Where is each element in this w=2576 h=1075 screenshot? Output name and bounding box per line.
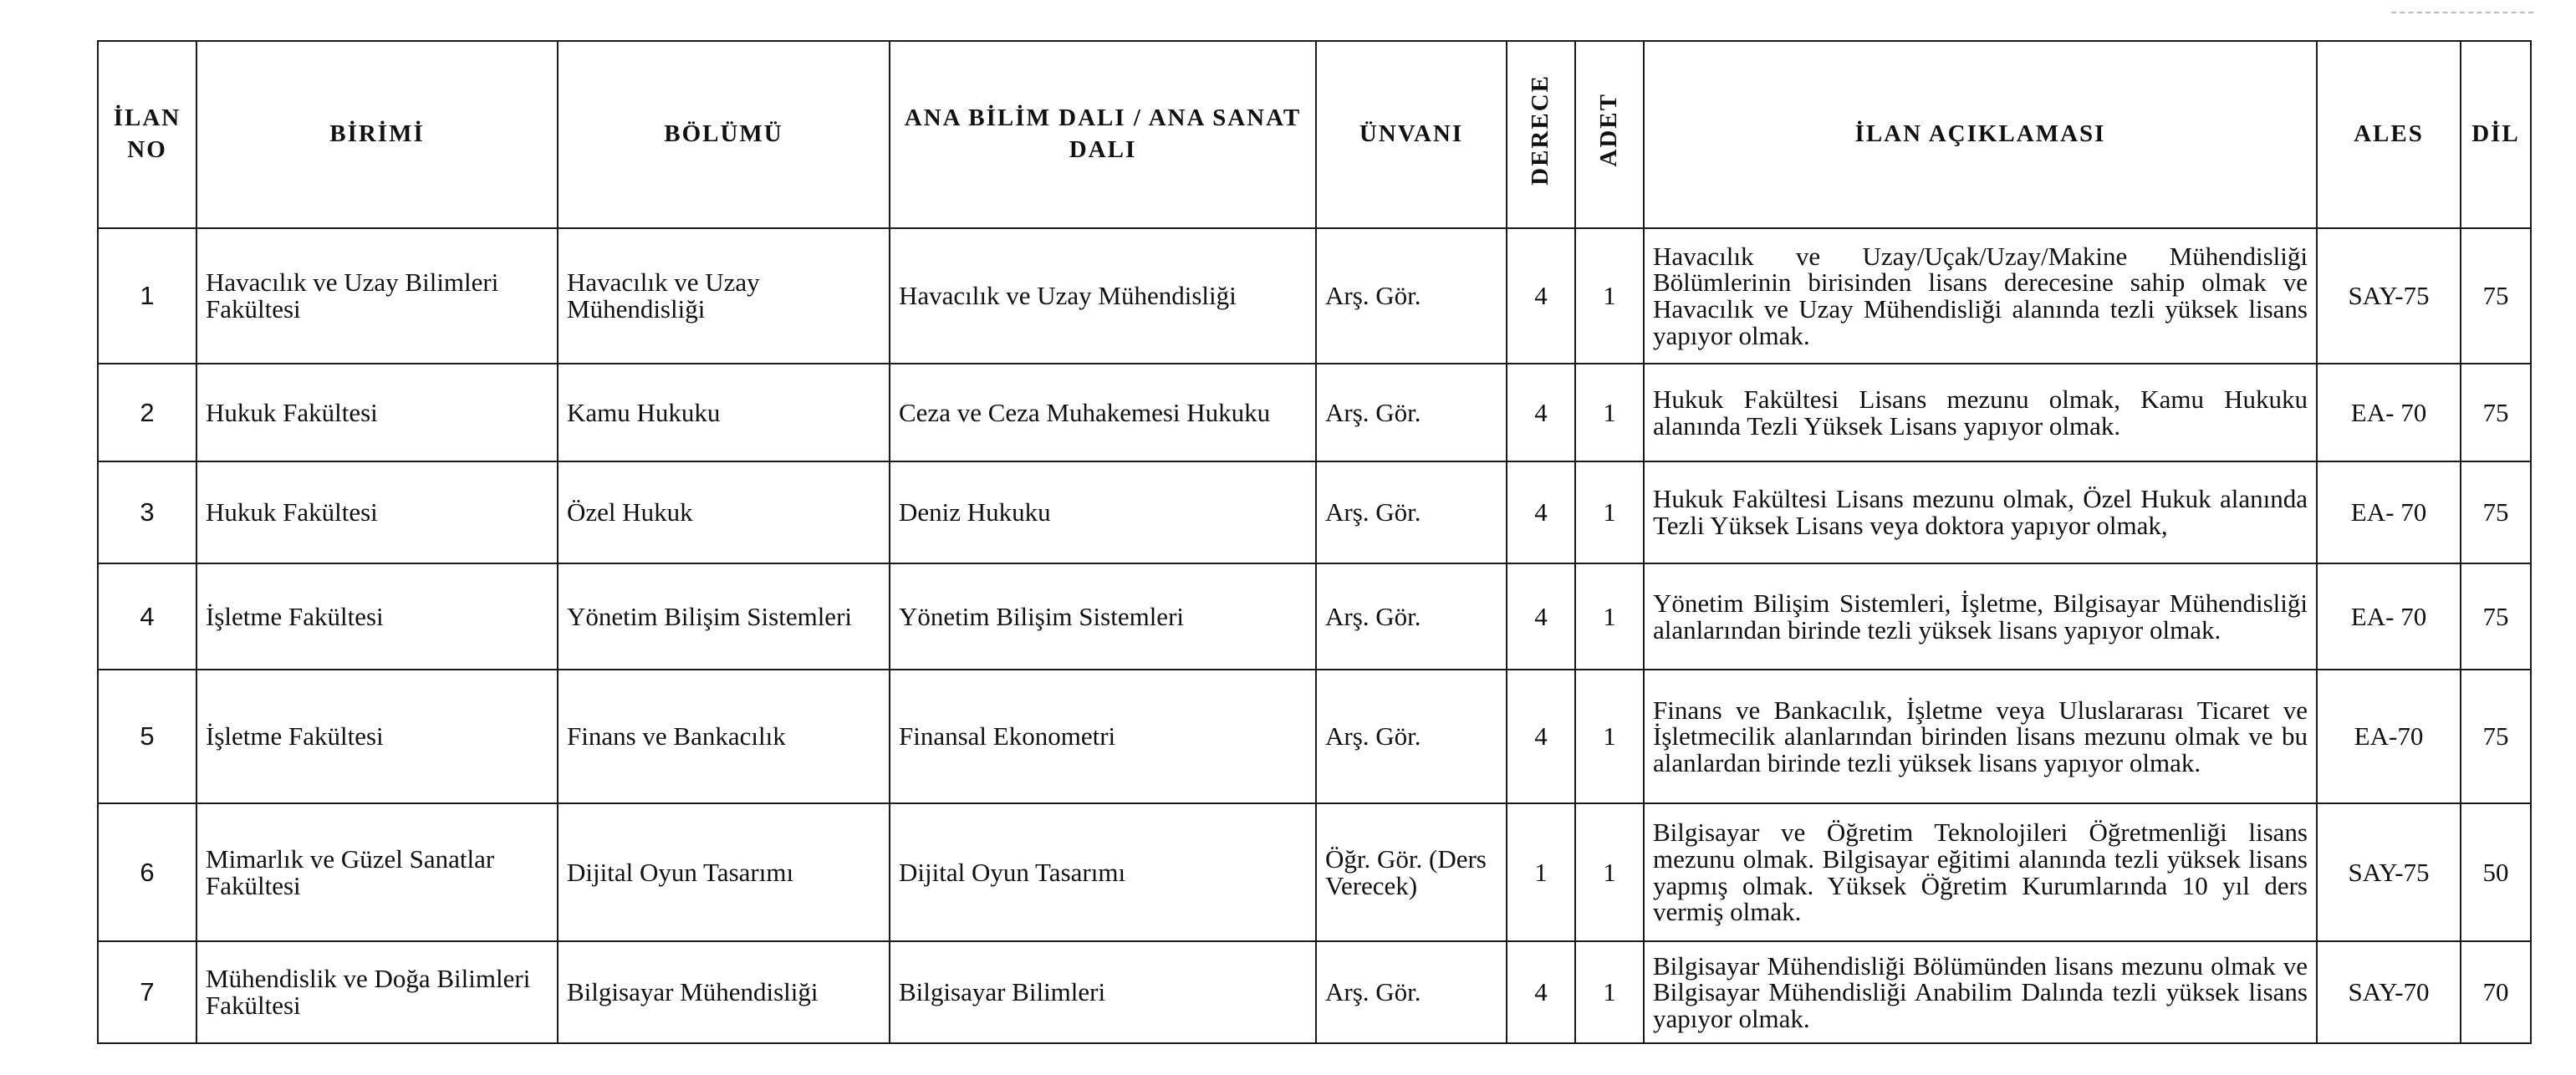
cell-dil: 70: [2461, 941, 2531, 1043]
cell-dil: 75: [2461, 563, 2531, 670]
cell-no: 7: [98, 941, 196, 1043]
table-row: [98, 228, 2531, 364]
table-row: [98, 461, 2531, 563]
cell-no: 6: [98, 803, 196, 941]
cell-derece: 4: [1507, 670, 1575, 803]
cell-ales: SAY-75: [2317, 228, 2461, 364]
cell-no: 3: [98, 461, 196, 563]
header-ana-bilim-dali: ANA BİLİM DALI / ANA SANAT DALI: [890, 41, 1316, 228]
top-dashed-line: [2391, 12, 2533, 13]
cell-bolumu: Dijital Oyun Tasarımı: [558, 803, 890, 941]
cell-ales: EA- 70: [2317, 364, 2461, 461]
cell-bolumu: Bilgisayar Mühendisliği: [558, 941, 890, 1043]
cell-aciklama: Yönetim Bilişim Sistemleri, İşletme, Bilgisayar Mühendisliği alanlarından birinde tezli yüksek lisans yapıyor olmak.: [1644, 563, 2317, 670]
cell-unvani: Arş. Gör.: [1316, 670, 1507, 803]
cell-birimi: Hukuk Fakültesi: [196, 364, 558, 461]
cell-unvani: Arş. Gör.: [1316, 563, 1507, 670]
cell-no: 2: [98, 364, 196, 461]
cell-adet: 1: [1575, 228, 1644, 364]
cell-adet: 1: [1575, 461, 1644, 563]
table-row: [98, 670, 2531, 803]
cell-ales: SAY-75: [2317, 803, 2461, 941]
cell-adet: 1: [1575, 803, 1644, 941]
cell-derece: 4: [1507, 941, 1575, 1043]
cell-bolumu: Kamu Hukuku: [558, 364, 890, 461]
cell-dil: 75: [2461, 461, 2531, 563]
header-ales: ALES: [2317, 41, 2461, 228]
cell-aciklama: Hukuk Fakültesi Lisans mezunu olmak, Kamu Hukuku alanında Tezli Yüksek Lisans yapıyor olmak.: [1644, 364, 2317, 461]
cell-aciklama: Bilgisayar Mühendisliği Bölümünden lisans mezunu olmak ve Bilgisayar Mühendisliği Anabilim Dalında tezli yüksek lisans yapıyor olmak.: [1644, 941, 2317, 1043]
cell-bolumu: Özel Hukuk: [558, 461, 890, 563]
cell-birimi: Mühendislik ve Doğa Bilimleri Fakültesi: [196, 941, 558, 1043]
cell-unvani: Öğr. Gör. (Ders Verecek): [1316, 803, 1507, 941]
cell-bolumu: Havacılık ve Uzay Mühendisliği: [558, 228, 890, 364]
cell-derece: 4: [1507, 563, 1575, 670]
cell-dil: 75: [2461, 228, 2531, 364]
cell-derece: 4: [1507, 364, 1575, 461]
cell-bolumu: Finans ve Bankacılık: [558, 670, 890, 803]
cell-no: 4: [98, 563, 196, 670]
cell-ales: SAY-70: [2317, 941, 2461, 1043]
cell-adet: 1: [1575, 941, 1644, 1043]
cell-unvani: Arş. Gör.: [1316, 228, 1507, 364]
cell-aciklama: Hukuk Fakültesi Lisans mezunu olmak, Özel Hukuk alanında Tezli Yüksek Lisans veya doktora yapıyor olmak,: [1644, 461, 2317, 563]
cell-birimi: Havacılık ve Uzay Bilimleri Fakültesi: [196, 228, 558, 364]
cell-birimi: Hukuk Fakültesi: [196, 461, 558, 563]
header-ilan-no: İLAN NO: [98, 41, 196, 228]
cell-dil: 50: [2461, 803, 2531, 941]
ilan-table: [97, 40, 2532, 1044]
cell-aciklama: Finans ve Bankacılık, İşletme veya Uluslararası Ticaret ve İşletmecilik alanlarından birinden lisans mezunu olmak ve bu alanlardan birinde tezli yüksek lisans yapıyor olmak.: [1644, 670, 2317, 803]
header-derece-cell: [1507, 41, 1575, 228]
cell-derece: 4: [1507, 228, 1575, 364]
cell-unvani: Arş. Gör.: [1316, 461, 1507, 563]
cell-ana-bilim-dali: Havacılık ve Uzay Mühendisliği: [890, 228, 1316, 364]
header-derece: DERECE: [1527, 74, 1554, 186]
header-adet-cell: [1575, 41, 1644, 228]
cell-derece: 4: [1507, 461, 1575, 563]
cell-no: 5: [98, 670, 196, 803]
header-adet: ADET: [1595, 93, 1623, 167]
cell-birimi: Mimarlık ve Güzel Sanatlar Fakültesi: [196, 803, 558, 941]
cell-ana-bilim-dali: Bilgisayar Bilimleri: [890, 941, 1316, 1043]
header-dil: DİL: [2461, 41, 2531, 228]
cell-adet: 1: [1575, 563, 1644, 670]
cell-aciklama: Havacılık ve Uzay/Uçak/Uzay/Makine Mühendisliği Bölümlerinin birisinden lisans derecesine sahip olmak ve Havacılık ve Uzay Mühendisliği alanında tezli yüksek lisans yapıyor olmak.: [1644, 228, 2317, 364]
cell-ana-bilim-dali: Yönetim Bilişim Sistemleri: [890, 563, 1316, 670]
cell-adet: 1: [1575, 670, 1644, 803]
cell-aciklama: Bilgisayar ve Öğretim Teknolojileri Öğretmenliği lisans mezunu olmak. Bilgisayar eğitimi alanında tezli yüksek lisans yapmış olmak. Yüksek Öğretim Kurumlarında 10 yıl ders vermiş olmak.: [1644, 803, 2317, 941]
cell-dil: 75: [2461, 364, 2531, 461]
cell-ales: EA- 70: [2317, 461, 2461, 563]
header-row: [98, 41, 2531, 228]
table-row: [98, 803, 2531, 941]
cell-derece: 1: [1507, 803, 1575, 941]
cell-adet: 1: [1575, 364, 1644, 461]
header-unvani: ÜNVANI: [1316, 41, 1507, 228]
cell-dil: 75: [2461, 670, 2531, 803]
cell-ana-bilim-dali: Dijital Oyun Tasarımı: [890, 803, 1316, 941]
header-bolumu: BÖLÜMÜ: [558, 41, 890, 228]
cell-ana-bilim-dali: Ceza ve Ceza Muhakemesi Hukuku: [890, 364, 1316, 461]
table-row: [98, 364, 2531, 461]
header-ilan-aciklamasi: İLAN AÇIKLAMASI: [1644, 41, 2317, 228]
cell-ana-bilim-dali: Finansal Ekonometri: [890, 670, 1316, 803]
cell-birimi: İşletme Fakültesi: [196, 670, 558, 803]
header-birimi: BİRİMİ: [196, 41, 558, 228]
table-row: [98, 941, 2531, 1043]
cell-bolumu: Yönetim Bilişim Sistemleri: [558, 563, 890, 670]
cell-no: 1: [98, 228, 196, 364]
cell-ana-bilim-dali: Deniz Hukuku: [890, 461, 1316, 563]
table-row: [98, 563, 2531, 670]
cell-unvani: Arş. Gör.: [1316, 941, 1507, 1043]
cell-unvani: Arş. Gör.: [1316, 364, 1507, 461]
cell-ales: EA-70: [2317, 670, 2461, 803]
cell-birimi: İşletme Fakültesi: [196, 563, 558, 670]
cell-ales: EA- 70: [2317, 563, 2461, 670]
